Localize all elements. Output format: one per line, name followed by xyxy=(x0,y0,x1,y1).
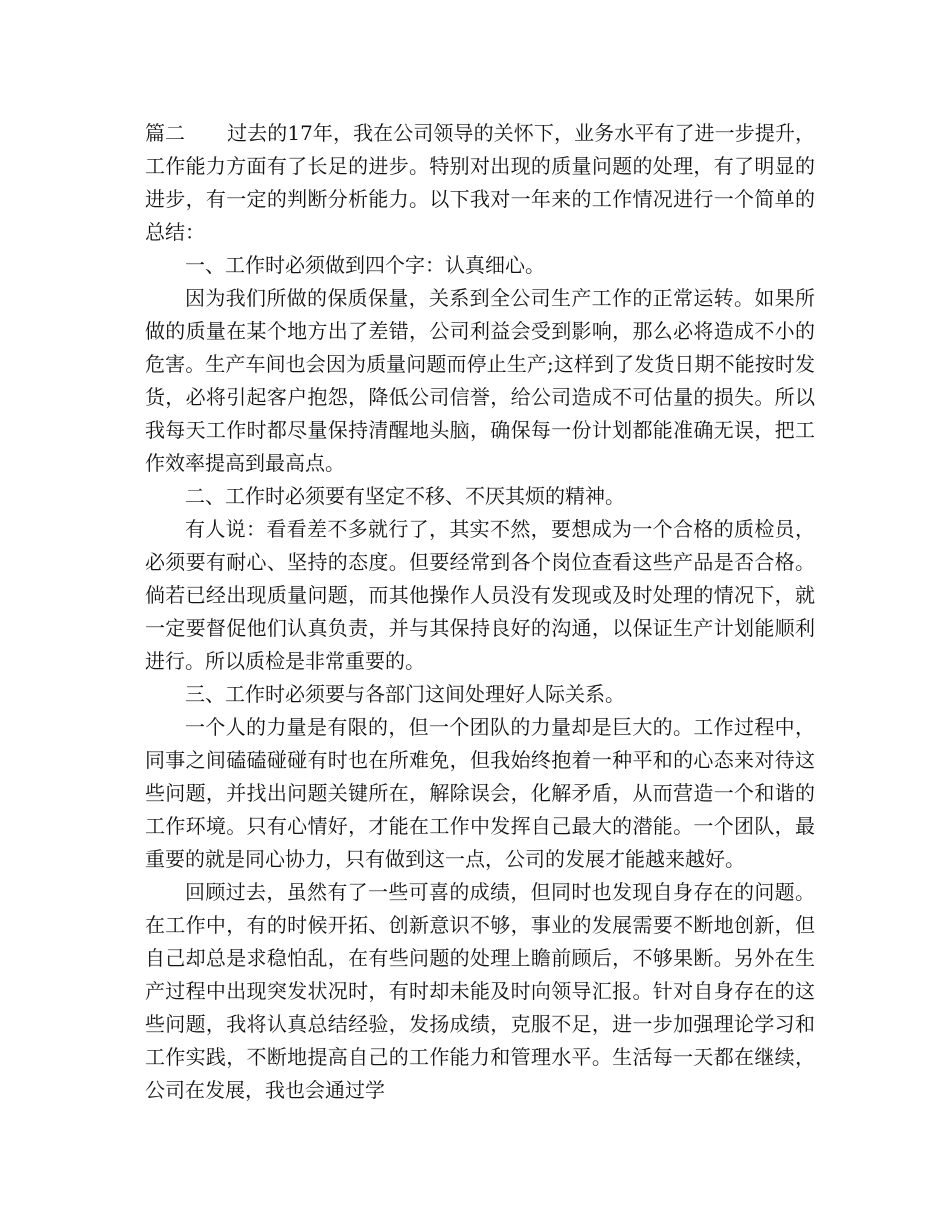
paragraph-teamwork: 一个人的力量是有限的，但一个团队的力量却是巨大的。工作过程中，同事之间磕磕碰碰有时也在所难免，但我始终抱着一种平和的心态来对待这些问题，并找出问题关键所在，解除误会，化解矛盾，从而营造一个和谐的工作环境。只有心情好，才能在工作中发挥自己最大的潜能。一个团队，最重要的就是同心协力，只有做到这一点，公司的发展才能越来越好。 xyxy=(145,715,815,871)
paragraph-review: 回顾过去，虽然有了一些可喜的成绩，但同时也发现自身存在的问题。在工作中，有的时候开拓、创新意识不够，事业的发展需要不断地创新，但自己却总是求稳怕乱，在有些问题的处理上瞻前顾后，不够果断。另外在生产过程中出现突发状况时，有时却未能及时向领导汇报。针对自身存在的这些问题，我将认真总结经验，发扬成绩，克服不足，进一步加强理论学习和工作实践，不断地提高自己的工作能力和管理水平。生活每一天都在继续，公司在发展，我也会通过学 xyxy=(145,880,815,1102)
document-body xyxy=(145,117,815,1107)
heading-one: 一、工作时必须做到四个字：认真细心。 xyxy=(185,253,545,277)
heading-three: 三、工作时必须要与各部门这间处理好人际关系。 xyxy=(185,682,625,706)
intro-paragraph xyxy=(145,117,815,249)
intro-paragraph-text: 过去的17年，我在公司领导的关怀下，业务水平有了进一步提升，工作能力方面有了长足的进步。特别对出现的质量问题的处理，有了明显的进步，有一定的判断分析能力。以下我对一年来的工作情况进行一个简单的总结： xyxy=(145,121,815,244)
heading-two: 二、工作时必须要有坚定不移、不厌其烦的精神。 xyxy=(185,484,625,508)
section-label: 篇二 xyxy=(145,121,185,145)
paragraph-quality-importance: 因为我们所做的保质保量，关系到全公司生产工作的正常运转。如果所做的质量在某个地方出了差错，公司利益会受到影响，那么必将造成不小的危害。生产车间也会因为质量问题而停止生产;这样到了发货日期不能按时发货，必将引起客户抱怨，降低公司信誉，给公司造成不可估量的损失。所以我每天工作时都尽量保持清醒地头脑，确保每一份计划都能准确无误，把工作效率提高到最高点。 xyxy=(145,286,815,475)
paragraph-inspector-attitude: 有人说：看看差不多就行了，其实不然，要想成为一个合格的质检员，必须要有耐心、坚持的态度。但要经常到各个岗位查看这些产品是否合格。倘若已经出现质量问题，而其他操作人员没有发现或及时处理的情况下，就一定要督促他们认真负责，并与其保持良好的沟通，以保证生产计划能顺利进行。所以质检是非常重要的。 xyxy=(145,517,815,673)
